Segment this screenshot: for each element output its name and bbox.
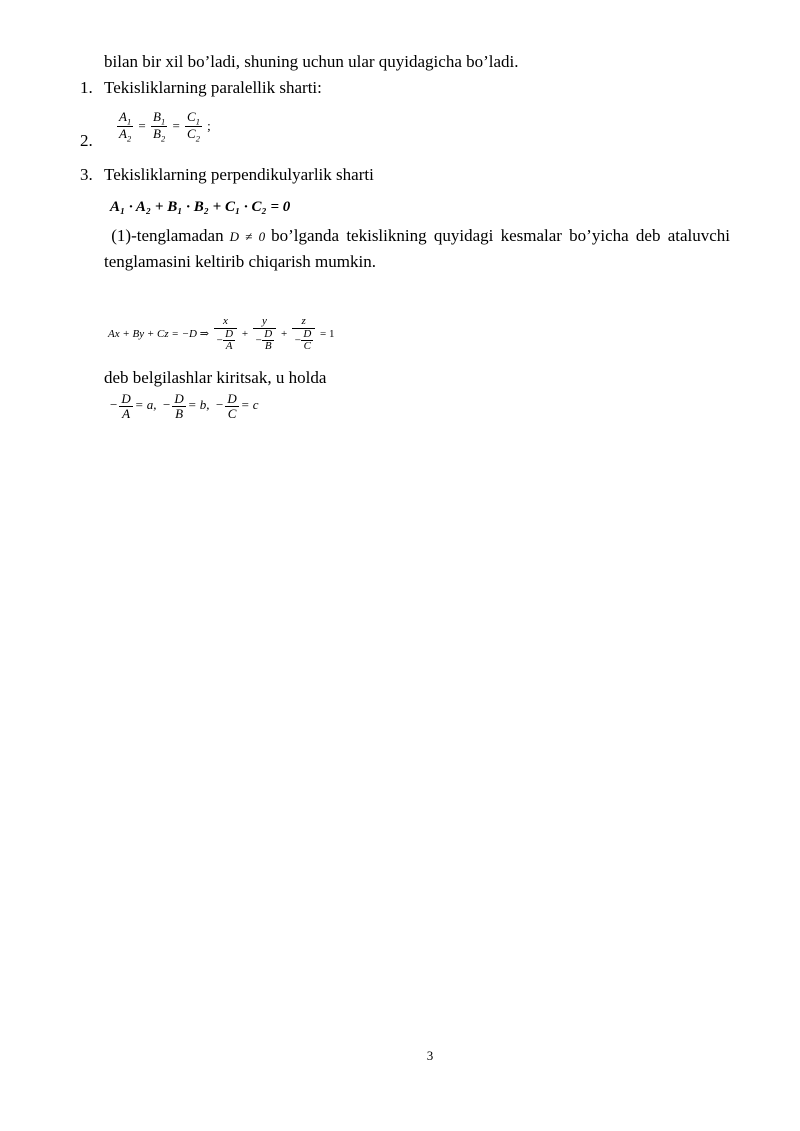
line-intro: bilan bir xil bo’ladi, shuning uchun ular quyidagicha bo’ladi.: [104, 52, 519, 71]
list-number-2: 2.: [80, 131, 93, 150]
intercept-equation: Ax + By + Cz = −D ⇒ x − $\frac{D}{A}$ + y − $\frac{D}{B}$ + z − $\frac{D}{C}$ = 1: [108, 315, 335, 353]
list-number-1: 1.: [80, 78, 93, 97]
list-item-perpendicular-condition: Tekisliklarning perpendikulyarlik sharti: [104, 165, 374, 184]
substitution-formula: − $\frac{D}{A}$ = a, − $\frac{D}{B}$ = b, − $\frac{D}{C}$ = c: [110, 391, 259, 421]
perpendicular-formula: A₁ · A₂ + B₁ · B₂ + C₁ · C₂ = 0: [110, 199, 291, 215]
parallel-formula: $\frac{A_1}{A_2}$ = $\frac{B_1}{B_2}$ = $\frac{C_1}{C_2}$ ;: [119, 109, 211, 145]
line-substitution: deb belgilashlar kiritsak, u holda: [104, 368, 327, 387]
list-number-3: 3.: [80, 165, 93, 184]
list-item-parallel-condition: Tekisliklarning paralellik sharti:: [104, 78, 322, 97]
page-number: 3: [426, 1048, 434, 1063]
paragraph-part-1: (1)-tenglamadan: [111, 226, 224, 245]
paragraph-intercept-intro: [104, 223, 730, 274]
paragraph-part-2: bo’lganda tekislikning quyidagi kesmalar bo’yicha deb ataluvchi tenglamasini keltirib chiqarish mumkin.: [104, 226, 730, 271]
d-not-zero-formula: D ≠ 0: [229, 229, 266, 244]
